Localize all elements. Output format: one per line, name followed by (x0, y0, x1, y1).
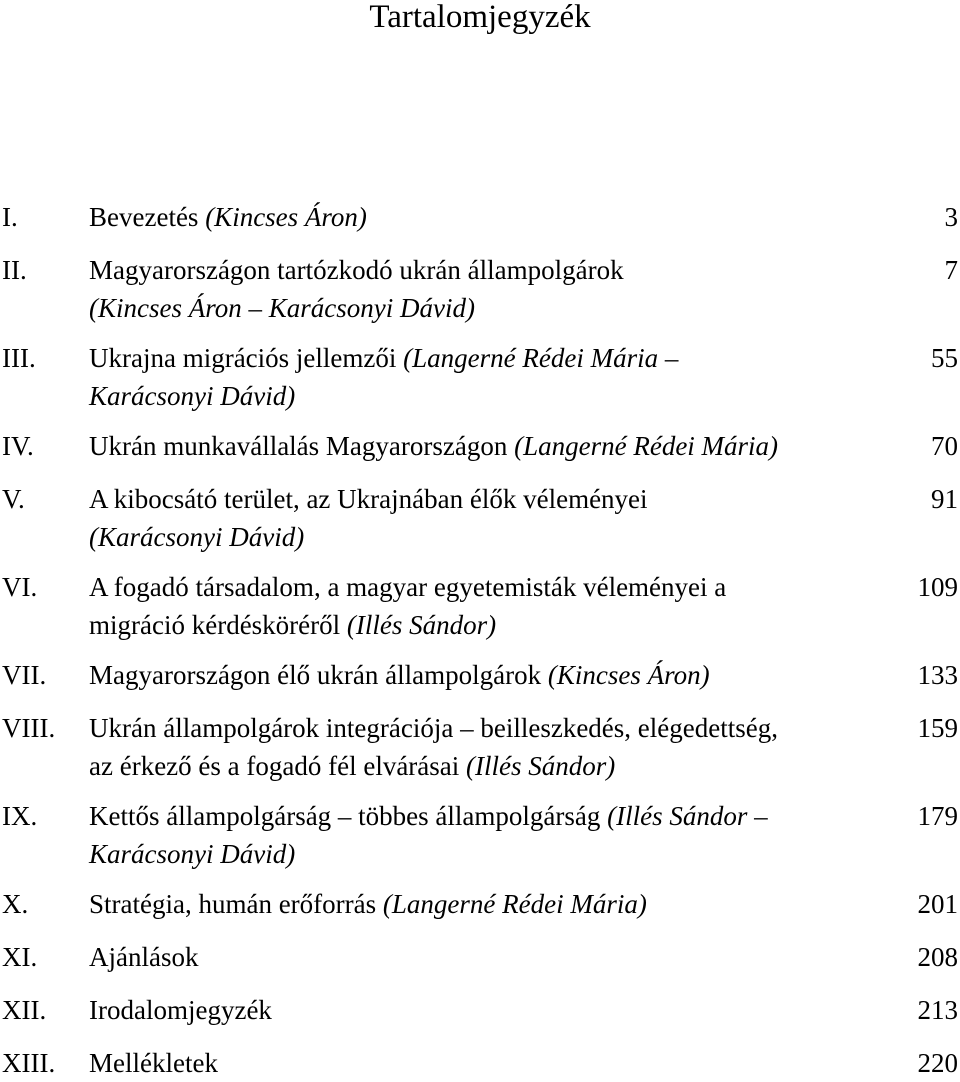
chapter-title-line (89, 339, 859, 377)
page-number: 55 (931, 343, 958, 373)
chapter-author: (Illés Sándor) (346, 610, 497, 640)
chapter-title (89, 991, 859, 1029)
chapter-title-line (89, 656, 859, 694)
chapter-title (89, 251, 859, 327)
chapter-number: V. (2, 484, 25, 514)
chapter-author: (Kincses Áron) (547, 660, 710, 690)
chapter-number: XI. (2, 942, 38, 972)
chapter-title-line (89, 251, 859, 289)
chapter-title (89, 480, 859, 556)
page-number: 133 (917, 660, 958, 690)
chapter-title-line (89, 885, 859, 923)
chapter-number: III. (2, 343, 36, 373)
chapter-title-line (89, 709, 859, 747)
chapter-title-text: Magyarországon tartózkodó ukrán állampolgárok (89, 255, 624, 285)
chapter-title-line (89, 289, 859, 327)
chapter-title-line (89, 797, 859, 835)
chapter-number: I. (2, 202, 18, 232)
chapter-number: VIII. (2, 713, 56, 743)
chapter-author: (Illés Sándor) (466, 751, 616, 781)
page-number: 208 (917, 942, 958, 972)
page-number: 201 (917, 889, 958, 919)
chapter-title (89, 885, 859, 923)
page-number: 179 (917, 801, 958, 831)
page-number: 70 (931, 431, 958, 461)
chapter-title-text: Ukrajna migrációs jellemzői (89, 343, 404, 373)
chapter-title-text: az érkező és a fogadó fél elvárásai (89, 751, 467, 781)
chapter-title-line (89, 991, 859, 1029)
chapter-author: (Illés Sándor – (607, 801, 768, 831)
chapter-title-text: A fogadó társadalom, a magyar egyetemisták véleményei a (89, 572, 727, 602)
chapter-title (89, 1044, 859, 1082)
chapter-title-text: Ajánlások (89, 942, 199, 972)
page-number: 213 (917, 995, 958, 1025)
chapter-number: II. (2, 255, 27, 285)
chapter-title-text: Kettős állampolgárság – többes állampolgárság (89, 801, 608, 831)
chapter-title-line (89, 198, 859, 236)
chapter-author: Karácsonyi Dávid) (89, 381, 296, 411)
chapter-title-line (89, 427, 859, 465)
chapter-title-text: A kibocsátó terület, az Ukrajnában élők véleményei (89, 484, 648, 514)
chapter-title-text: Stratégia, humán erőforrás (89, 889, 383, 919)
page-number: 109 (917, 572, 958, 602)
chapter-title (89, 797, 859, 873)
chapter-title-line (89, 606, 859, 644)
chapter-title-line (89, 835, 859, 873)
chapter-title-text: Bevezetés (89, 202, 206, 232)
chapter-title-line (89, 938, 859, 976)
chapter-number: XIII. (2, 1048, 56, 1078)
chapter-author: (Langerné Rédei Mária) (382, 889, 647, 919)
chapter-title-line (89, 747, 859, 785)
page-number: 220 (917, 1048, 958, 1078)
chapter-title (89, 427, 859, 465)
chapter-title-line (89, 518, 859, 556)
chapter-title (89, 938, 859, 976)
chapter-author: (Langerné Rédei Mária) (514, 431, 779, 461)
page-number: 7 (944, 255, 958, 285)
page-number: 3 (944, 202, 958, 232)
chapter-number: VII. (2, 660, 47, 690)
chapter-title (89, 339, 859, 415)
chapter-author: (Karácsonyi Dávid) (89, 522, 305, 552)
chapter-title-line (89, 480, 859, 518)
chapter-number: X. (2, 889, 29, 919)
chapter-number: XII. (2, 995, 47, 1025)
chapter-author: (Kincses Áron) (205, 202, 367, 232)
chapter-number: IV. (2, 431, 34, 461)
chapter-author: Karácsonyi Dávid) (89, 839, 296, 869)
chapter-number: VI. (2, 572, 38, 602)
page-number: 159 (917, 713, 958, 743)
chapter-title-line (89, 568, 859, 606)
chapter-title-text: Mellékletek (89, 1048, 218, 1078)
chapter-number: IX. (2, 801, 38, 831)
chapter-title (89, 198, 859, 236)
page-number: 91 (931, 484, 958, 514)
chapter-title-text: Ukrán munkavállalás Magyarországon (89, 431, 515, 461)
chapter-title-text: Irodalomjegyzék (89, 995, 272, 1025)
chapter-title-text: Ukrán állampolgárok integrációja – beilleszkedés, elégedettség, (89, 713, 778, 743)
chapter-title (89, 656, 859, 694)
chapter-title (89, 568, 859, 644)
chapter-title (89, 709, 859, 785)
chapter-author: (Kincses Áron – Karácsonyi Dávid) (89, 293, 475, 323)
chapter-title-text: migráció kérdésköréről (89, 610, 347, 640)
chapter-title-line (89, 1044, 859, 1082)
chapter-author: (Langerné Rédei Mária – (403, 343, 679, 373)
chapter-title-text: Magyarországon élő ukrán állampolgárok (89, 660, 548, 690)
page-title: Tartalomjegyzék (369, 0, 591, 35)
chapter-title-line (89, 377, 859, 415)
